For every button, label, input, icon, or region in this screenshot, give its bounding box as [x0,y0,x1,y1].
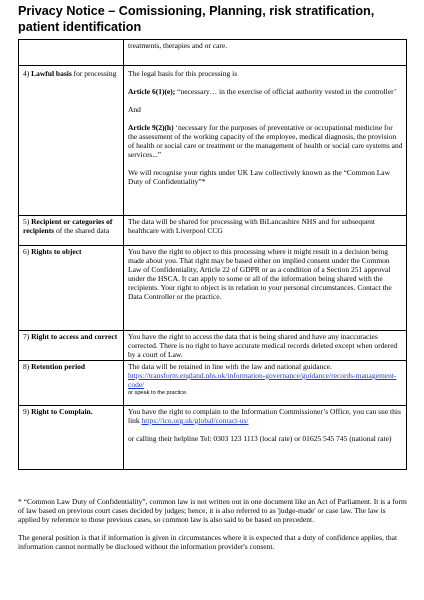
table-row [19,66,407,216]
retention-content: The data will be retained in line with the law and national guidance. [128,362,332,371]
row-content-cell [124,331,407,361]
table-row [19,361,407,406]
helpline-text: or calling their helpline Tel: 0303 123 1113 (local rate) or 01625 545 745 (national rate) [128,434,392,443]
row-label-cell [19,361,124,406]
article-6-quote: “necessary… in the exercise of official authority vested in the controller’ [175,87,397,96]
footnotes [18,497,408,559]
table-row [19,40,407,66]
table-row [19,216,407,246]
right-to-object-content: You have the right to object to this processing where it might result in a decision being made about you. That right may be based either on implied consent under the Common Law of Confidentiality, Article 22 of GDPR or as a condition of a Section 251 approval under the HSCA. It can apply to some or all of the information being shared with the recipients. Your right to object is in relation to your personal circumstances. Contact the Data Controller or the practice. [128,247,392,301]
table-row [19,331,407,361]
complain-text: You have the right to complain to the Information Commissioner’s Office, you can use this link [128,407,401,425]
row-number: 5) [23,217,32,226]
footnote-general-position: The general position is that if information is given in circumstances where it is expected that a duty of confidence applies, that information cannot normally be disclosed without the information provider's consent. [18,532,398,551]
row-content-cell [124,246,407,331]
row-content-cell [124,361,407,406]
row-label-cell [19,331,124,361]
footnote-common-law: * “Common Law Duty of Confidentiality”, common law is not written out in one document like an Act of Parliament. It is a form of law based on previous court cases decided by judges; hence, it is also referred to as 'judge-made' or case law. The law is applied by reference to those previous cases, so common law is also said to be based on precedent. [18,497,407,525]
row-number: 6) [23,247,32,256]
row-label-cell [19,406,124,470]
legal-basis-intro: The legal basis for this processing is [128,69,238,78]
retention-label: Retention period [31,362,86,371]
article-9-text [128,123,403,159]
records-management-link[interactable]: https://transform.england.nhs.uk/information-governance/guidance/records-management-code/ [128,371,397,389]
row-label-cell [19,216,124,246]
complain-label: Right to Complain. [31,407,93,416]
recipients-content: The data will be shared for processing with BiLancashire NHS and for subsequent healthcare with Liverpool CCG [128,217,376,235]
lawful-basis-label: Lawful basis [31,69,72,78]
row-number: 7) [23,332,32,341]
complain-content [128,407,403,425]
article-6-text [128,87,403,96]
right-to-access-label: Right to access and correct [31,332,118,341]
table-row [19,406,407,470]
lawful-basis-label-rest: for processing [71,69,117,78]
article-9-ref: Article 9(2)(h) [128,123,174,132]
retention-note: or speak to the practice. [128,390,188,396]
privacy-notice-table [18,39,407,470]
row-content-cell [124,66,407,216]
row-content-cell [124,216,407,246]
recipients-label-rest: of the shared data [54,226,110,235]
row-content-cell [124,40,407,66]
recipients-label: Recipient or categories of recipients [23,217,113,235]
article-6-ref: Article 6(1)(e); [128,87,176,96]
page-title: Privacy Notice – Comissioning, Planning, risk stratification, patient identification [18,4,375,34]
right-to-object-label: Rights to object [31,247,82,256]
row-label-cell [19,40,124,66]
row-number: 4) [23,69,30,78]
right-to-access-content: You have the right to access the data that is being shared and have any inaccuracies corrected. There is no right to have accurate medical records deleted except when ordered by a court of Law. [128,332,398,359]
article-9-quote: ‘necessary for the purposes of preventative or occupational medicine for the assessment of the working capacity of the employee, medical diagnosis, the provision of health or social care or treatment or the management of health or social care systems and services...” [128,123,403,159]
row-number: 9) [23,407,32,416]
continuation-text: treatments, therapies and or care. [128,41,228,50]
recognise-rights-text: We will recognise your rights under UK Law collectively known as the “Common Law Duty of Confidentiality”* [128,168,391,186]
row-label-cell [19,246,124,331]
row-label-cell [19,66,124,216]
row-content-cell [124,406,407,470]
and-text: And [128,105,141,114]
table-row [19,246,407,331]
row-number: 8) [23,362,32,371]
ico-contact-link[interactable]: https://ico.org.uk/global/contact-us/ [141,416,249,425]
